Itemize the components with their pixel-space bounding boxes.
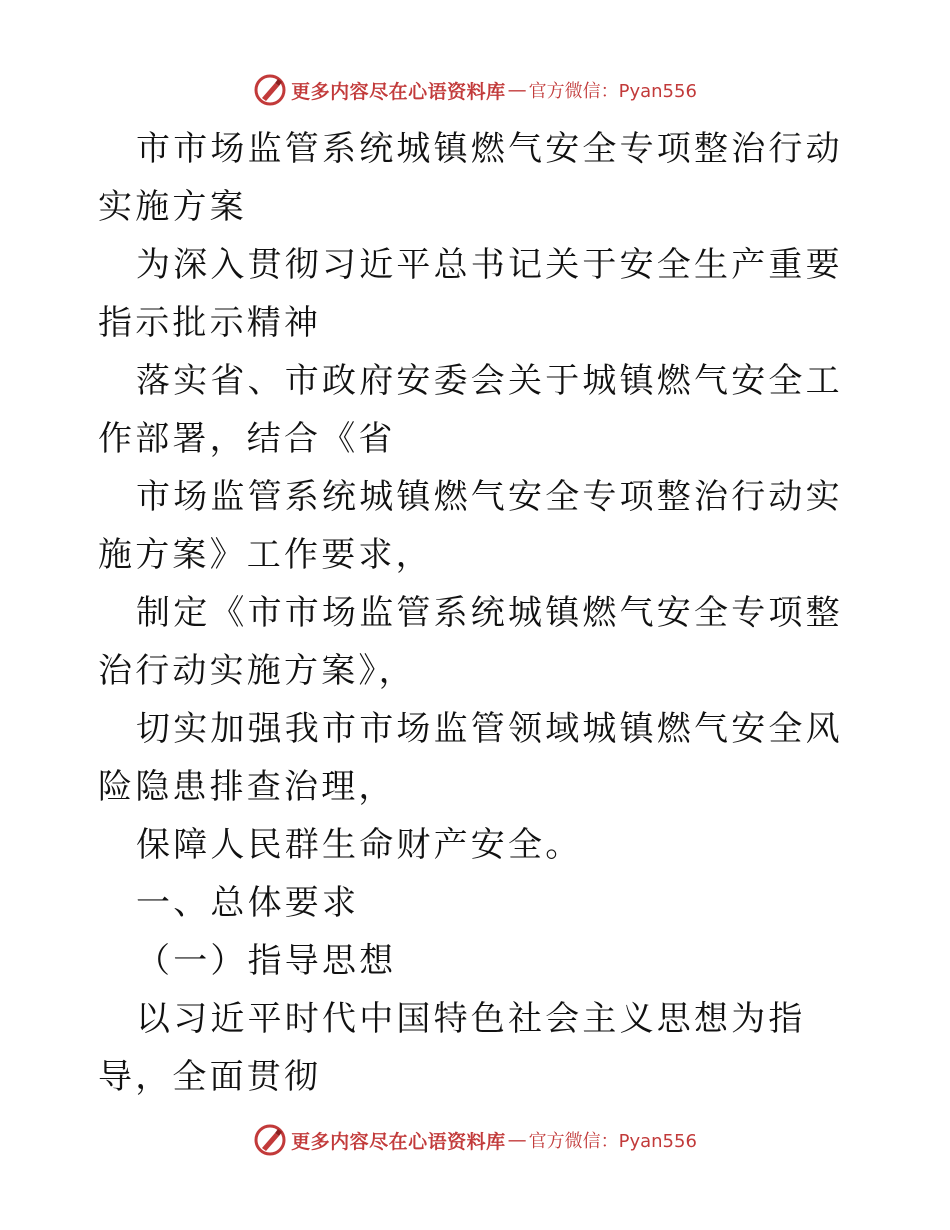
footer-promo-text: 更多内容尽在心语资料库 [291,1130,506,1153]
document-title: 市市场监管系统城镇燃气安全专项整治行动实施方案 [98,129,843,227]
footer-banner [0,1120,950,1160]
pen-logo-icon [253,73,287,107]
paragraph: 保障人民群生命财产安全。 [136,825,583,865]
paragraph: 市场监管系统城镇燃气安全专项整治行动实施方案》工作要求， [98,477,843,575]
document-body [98,120,858,1106]
paragraph: 制定《市市场监管系统城镇燃气安全专项整治行动实施方案》， [98,593,843,691]
header-separator: — [507,79,527,101]
footer-separator: — [507,1129,527,1151]
section-heading: 一、总体要求 [136,883,360,923]
header-wechat-id: 官方微信：Pyan556 [528,81,697,102]
paragraph: 切实加强我市市场监管领域城镇燃气安全风险隐患排查治理， [98,709,843,807]
paragraph: 落实省、市政府安委会关于城镇燃气安全工作部署，结合《省 [98,361,843,459]
paragraph: 以习近平时代中国特色社会主义思想为指导，全面贯彻 [98,999,806,1097]
header-banner [0,70,950,110]
paragraph: 为深入贯彻习近平总书记关于安全生产重要指示批示精神 [98,245,843,343]
subsection-heading: （一）指导思想 [136,941,397,981]
footer-wechat-id: 官方微信：Pyan556 [528,1131,697,1152]
header-promo-text: 更多内容尽在心语资料库 [291,80,506,103]
pen-logo-icon [253,1123,287,1157]
